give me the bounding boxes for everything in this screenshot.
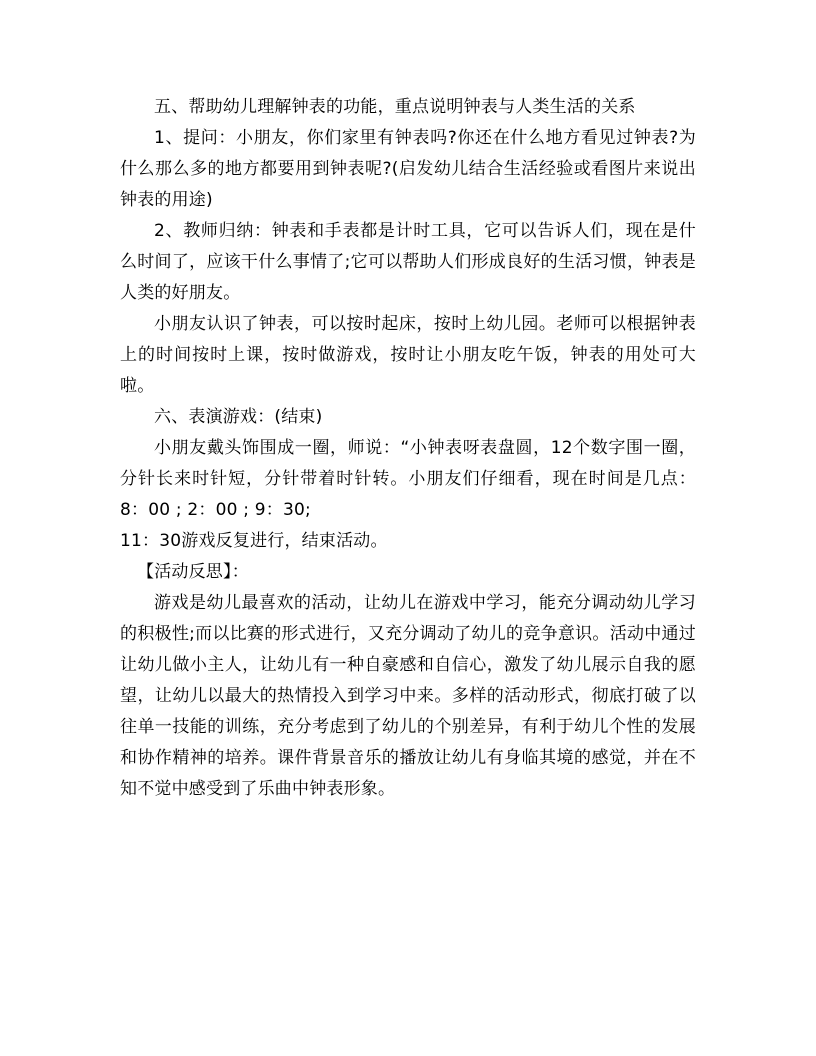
document-body bbox=[120, 92, 696, 805]
paragraph-game-rhyme: 小朋友戴头饰围成一圈，师说：“小钟表呀表盘圆，12个数字围一圈，分针长来时针短，分针带着时针转。小朋友们仔细看，现在时间是几点：8：00 ; 2：00 ; 9：30; bbox=[120, 438, 696, 520]
reflection-heading: 【活动反思】： bbox=[137, 562, 249, 582]
section-heading-six: 六、表演游戏：(结束) bbox=[154, 407, 323, 427]
paragraph-teacher-summary: 2、教师归纳：钟表和手表都是计时工具，它可以告诉人们，现在是什么时间了，应该干什么事情了;它可以帮助人们形成良好的生活习惯，钟表是人类的好朋友。 bbox=[120, 221, 696, 303]
paragraph-game-end: 11：30游戏反复进行，结束活动。 bbox=[120, 531, 388, 551]
paragraph-clock-usage: 小朋友认识了钟表，可以按时起床，按时上幼儿园。老师可以根据钟表上的时间按时上课，按时做游戏，按时让小朋友吃午饭，钟表的用处可大啦。 bbox=[120, 314, 696, 396]
paragraph-reflection: 游戏是幼儿最喜欢的活动，让幼儿在游戏中学习，能充分调动幼儿学习的积极性;而以比赛的形式进行，又充分调动了幼儿的竞争意识。活动中通过让幼儿做小主人，让幼儿有一种自豪感和自信心，激发了幼儿展示自我的愿望，让幼儿以最大的热情投入到学习中来。多样的活动形式，彻底打破了以往单一技能的训练，充分考虑到了幼儿的个别差异，有利于幼儿个性的发展和协作精神的培养。课件背景音乐的播放让幼儿有身临其境的感觉，并在不知不觉中感受到了乐曲中钟表形象。 bbox=[120, 593, 696, 799]
paragraph-question: 1、提问：小朋友，你们家里有钟表吗?你还在什么地方看见过钟表?为什么那么多的地方都要用到钟表呢?(启发幼儿结合生活经验或看图片来说出钟表的用途) bbox=[120, 128, 696, 210]
section-heading-five: 五、帮助幼儿理解钟表的功能，重点说明钟表与人类生活的关系 bbox=[154, 97, 636, 117]
